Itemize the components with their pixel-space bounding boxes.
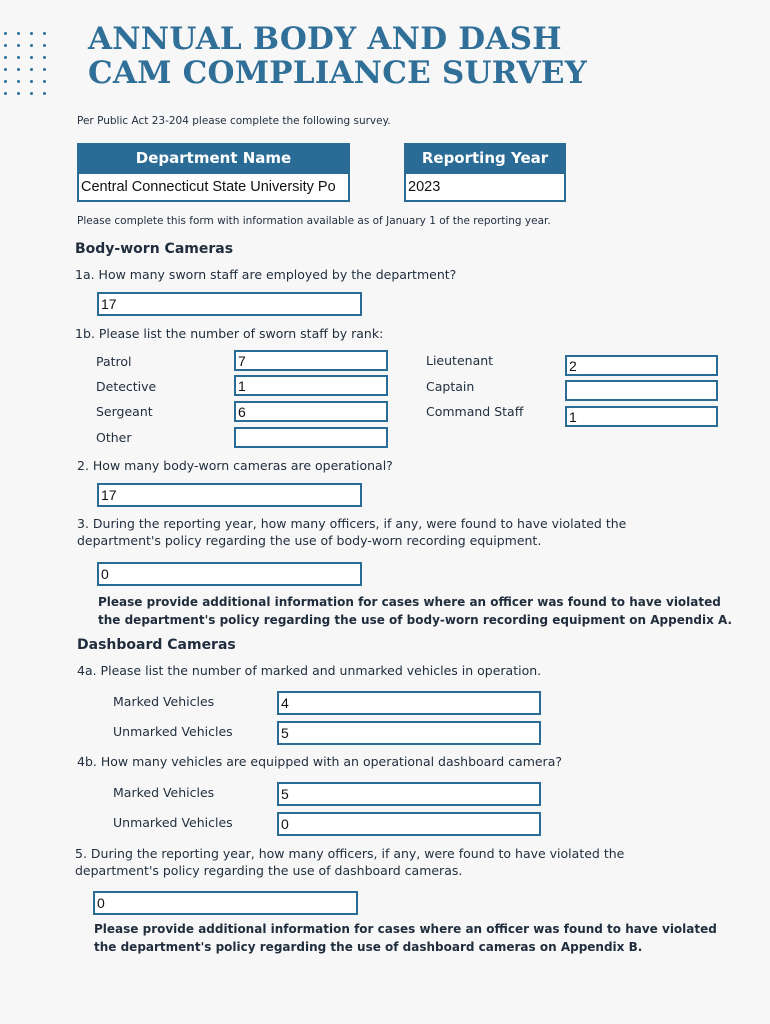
question-5 — [75, 845, 624, 879]
question-1a: 1a. How many sworn staff are employed by the department? — [75, 267, 457, 282]
title-line-1: ANNUAL BODY AND DASH — [88, 21, 562, 57]
rank-input-lieutenant[interactable]: 2 — [565, 355, 718, 376]
body-worn-heading: Body-worn Cameras — [75, 241, 234, 257]
rank-label-detective: Detective — [96, 379, 157, 394]
q4a-unmarked-input[interactable]: 5 — [277, 721, 541, 745]
department-name-header: Department Name — [77, 143, 350, 173]
rank-label-patrol: Patrol — [96, 354, 132, 369]
rank-label-lieutenant: Lieutenant — [426, 353, 494, 368]
decoration-dot — [30, 68, 33, 71]
page-title — [88, 22, 587, 90]
decoration-dot — [4, 56, 7, 59]
decoration-dot — [4, 68, 7, 71]
decoration-dot — [4, 92, 7, 95]
appendix-a-note-line-2: the department's policy regarding the use of body-worn recording equipment on Appendix A. — [98, 613, 733, 627]
decoration-dot — [4, 44, 7, 47]
rank-label-command-staff: Command Staff — [426, 404, 524, 419]
appendix-a-note — [98, 593, 732, 629]
sworn-staff-input[interactable]: 17 — [97, 292, 362, 316]
decoration-dot — [4, 32, 7, 35]
intro-text: Per Public Act 23-204 please complete the following survey. — [77, 115, 391, 127]
dashboard-heading: Dashboard Cameras — [77, 637, 236, 653]
question-5-line-2: department's policy regarding the use of dashboard cameras. — [75, 863, 463, 878]
decoration-dot — [43, 32, 46, 35]
q4b-unmarked-input[interactable]: 0 — [277, 812, 541, 836]
decoration-dot — [30, 56, 33, 59]
q4a-unmarked-label: Unmarked Vehicles — [113, 724, 233, 739]
form-note: Please complete this form with information available as of January 1 of the reporting year. — [77, 215, 551, 227]
decoration-dot — [17, 44, 20, 47]
question-1b: 1b. Please list the number of sworn staff by rank: — [75, 326, 384, 341]
rank-input-command-staff[interactable]: 1 — [565, 406, 718, 427]
dot-grid-decoration — [4, 32, 52, 102]
decoration-dot — [43, 68, 46, 71]
q4a-marked-label: Marked Vehicles — [113, 694, 215, 709]
rank-input-detective[interactable]: 1 — [234, 375, 388, 396]
decoration-dot — [17, 80, 20, 83]
question-4b: 4b. How many vehicles are equipped with an operational dashboard camera? — [77, 754, 562, 769]
decoration-dot — [30, 92, 33, 95]
rank-input-captain[interactable] — [565, 380, 718, 401]
appendix-b-note — [94, 920, 717, 956]
decoration-dot — [30, 32, 33, 35]
q4b-unmarked-label: Unmarked Vehicles — [113, 815, 233, 830]
appendix-b-note-line-2: the department's policy regarding the use of dashboard cameras on Appendix B. — [94, 940, 643, 954]
question-4a: 4a. Please list the number of marked and unmarked vehicles in operation. — [77, 663, 542, 678]
department-name-field[interactable]: Central Connecticut State University Po — [77, 172, 350, 202]
q4b-marked-input[interactable]: 5 — [277, 782, 541, 806]
question-3 — [77, 515, 626, 549]
appendix-b-note-line-1: Please provide additional information for cases where an officer was found to have violated — [94, 922, 717, 936]
appendix-a-note-line-1: Please provide additional information for cases where an officer was found to have violated — [98, 595, 721, 609]
decoration-dot — [43, 92, 46, 95]
decoration-dot — [43, 80, 46, 83]
rank-label-sergeant: Sergeant — [96, 404, 153, 419]
bwc-violations-input[interactable]: 0 — [97, 562, 362, 586]
rank-input-patrol[interactable]: 7 — [234, 350, 388, 371]
rank-input-sergeant[interactable]: 6 — [234, 401, 388, 422]
decoration-dot — [4, 80, 7, 83]
rank-input-other[interactable] — [234, 427, 388, 448]
rank-label-other: Other — [96, 430, 132, 445]
reporting-year-field[interactable]: 2023 — [404, 172, 566, 202]
rank-label-captain: Captain — [426, 379, 475, 394]
decoration-dot — [17, 92, 20, 95]
q4b-marked-label: Marked Vehicles — [113, 785, 215, 800]
q4a-marked-input[interactable]: 4 — [277, 691, 541, 715]
dashcam-violations-input[interactable]: 0 — [93, 891, 358, 915]
question-3-line-2: department's policy regarding the use of body-worn recording equipment. — [77, 533, 542, 548]
decoration-dot — [17, 56, 20, 59]
decoration-dot — [17, 68, 20, 71]
decoration-dot — [17, 32, 20, 35]
reporting-year-header: Reporting Year — [404, 143, 566, 173]
question-5-line-1: 5. During the reporting year, how many officers, if any, were found to have violated the — [75, 846, 625, 861]
question-2: 2. How many body-worn cameras are operational? — [77, 458, 393, 473]
operational-bwc-input[interactable]: 17 — [97, 483, 362, 507]
decoration-dot — [43, 44, 46, 47]
question-3-line-1: 3. During the reporting year, how many officers, if any, were found to have violated the — [77, 516, 627, 531]
title-line-2: CAM COMPLIANCE SURVEY — [88, 55, 588, 91]
decoration-dot — [30, 44, 33, 47]
decoration-dot — [43, 56, 46, 59]
decoration-dot — [30, 80, 33, 83]
